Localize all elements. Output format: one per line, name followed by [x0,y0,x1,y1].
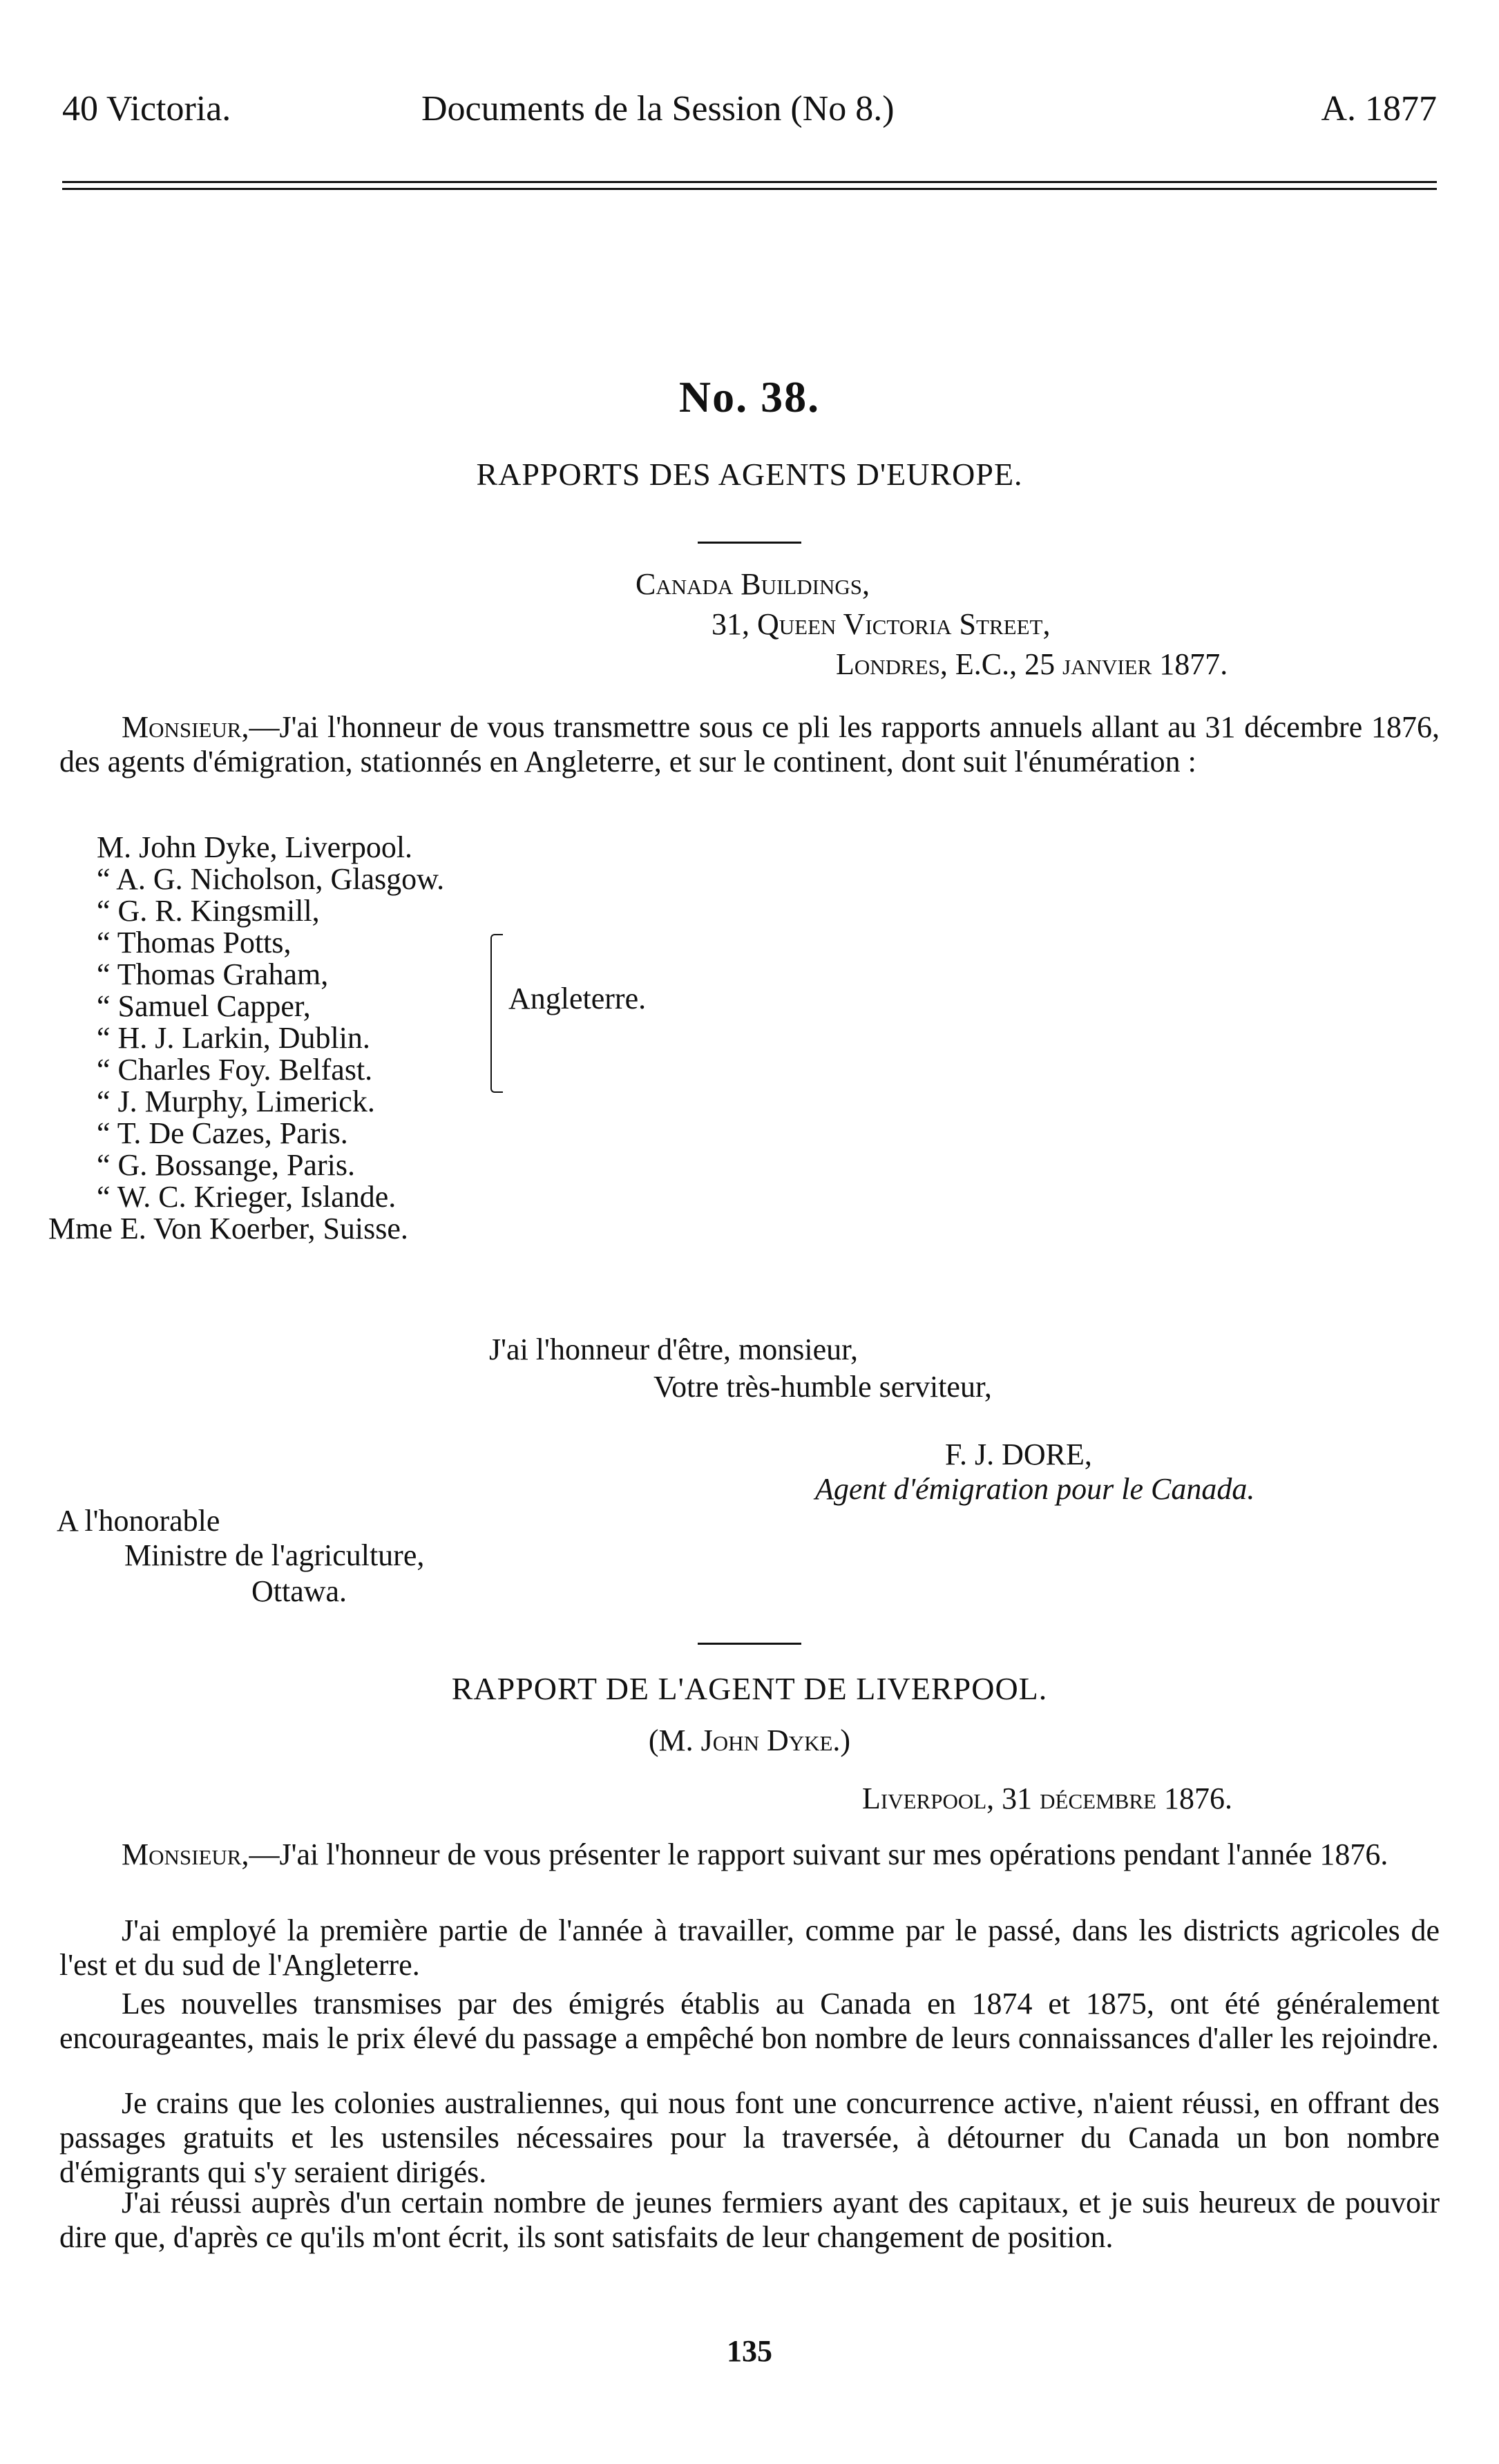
address-line-3: Londres, E.C., 25 janvier 1877. [836,647,1228,681]
report-paragraph-3: Les nouvelles transmises par des émigrés établis au Canada en 1874 et 1875, ont été généralement encourageantes, mais le prix élevé du passage a empêché bon nombre de leurs connaissances d'aller les rejoindre. [59,1987,1440,2055]
header-rule-top [62,181,1437,183]
address-line-1: Canada Buildings, [636,567,870,601]
report-dateline: Liverpool, 31 décembre 1876. [862,1782,1232,1815]
list-item: Mme E. Von Koerber, Suisse. [48,1212,408,1245]
divider [698,542,801,544]
report-title: RAPPORT DE L'AGENT DE LIVERPOOL. [451,1671,1048,1706]
address-line-2: 31, Queen Victoria Street, [712,607,1051,641]
brace-label: Angleterre. [508,982,647,1015]
signature-title: Agent d'émigration pour le Canada. [815,1472,1255,1506]
report-p1-text: —J'ai l'honneur de vous présenter le rapport suivant sur mes opérations pendant l'année 1876. [249,1837,1388,1871]
report-paragraph-5: J'ai réussi auprès d'un certain nombre de jeunes fermiers ayant des capitaux, et je suis heureux de pouvoir dire que, d'après ce qu'ils m'ont écrit, ils sont satisfaits de leur changement de position. [59,2186,1440,2254]
closing-line-1: J'ai l'honneur d'être, monsieur, [489,1333,858,1366]
report-paragraph-2: J'ai employé la première partie de l'année à travailler, comme par le passé, dans les districts agricoles de l'est et du sud de l'Angleterre. [59,1913,1440,1982]
list-item: “ Thomas Graham, [97,957,329,991]
report-paragraph-1 [59,1837,1440,1872]
header-left: 40 Victoria. [62,89,231,128]
recipient-line-1: A l'honorable [57,1504,220,1538]
letter-salutation: Monsieur, [122,710,249,744]
letter-intro: —J'ai l'honneur de vous transmettre sous ce pli les rapports annuels allant au 31 décembre 1876, des agents d'émigration, stationnés en Angleterre, et sur le continent, dont suit l'énumération : [59,710,1440,779]
page-number: 135 [727,2334,772,2368]
section-title: RAPPORTS DES AGENTS D'EUROPE. [476,457,1023,492]
list-item: “ W. C. Krieger, Islande. [97,1180,397,1214]
closing-line-2: Votre très-humble serviteur, [653,1370,992,1404]
recipient-line-2: Ministre de l'agriculture, [124,1538,425,1572]
list-item: “ J. Murphy, Limerick. [97,1085,375,1118]
list-item: “ Samuel Capper, [97,989,311,1023]
agent-list [48,830,445,1245]
header-center: Documents de la Session (No 8.) [421,89,895,128]
letter-intro-paragraph [59,710,1440,779]
report-subtitle: (M. John Dyke.) [648,1723,851,1757]
divider [698,1643,801,1645]
list-item: “ G. R. Kingsmill, [97,894,320,928]
list-item: “ Charles Foy. Belfast. [97,1053,373,1087]
list-item: “ A. G. Nicholson, Glasgow. [97,862,445,896]
signature-name: F. J. DORE, [945,1438,1092,1471]
list-item: “ T. De Cazes, Paris. [97,1116,348,1150]
list-item: M. John Dyke, Liverpool. [97,830,413,864]
header-rule-bottom [62,188,1437,190]
running-header [62,88,1437,137]
document-number: No. 38. [678,372,821,421]
report-salutation: Monsieur, [122,1837,249,1871]
list-item: “ G. Bossange, Paris. [97,1148,355,1182]
list-item: “ H. J. Larkin, Dublin. [97,1021,370,1055]
header-right: A. 1877 [1321,89,1437,128]
recipient-line-3: Ottawa. [251,1574,347,1608]
grouping-brace [490,934,503,1093]
report-paragraph-4: Je crains que les colonies australiennes, qui nous font une concurrence active, n'aient réussi, en offrant des passages gratuits et les ustensiles nécessaires pour la traversée, à détourner du Canada un bon nombre d'émigrants qui s'y seraient dirigés. [59,2086,1440,2189]
list-item: “ Thomas Potts, [97,926,292,959]
